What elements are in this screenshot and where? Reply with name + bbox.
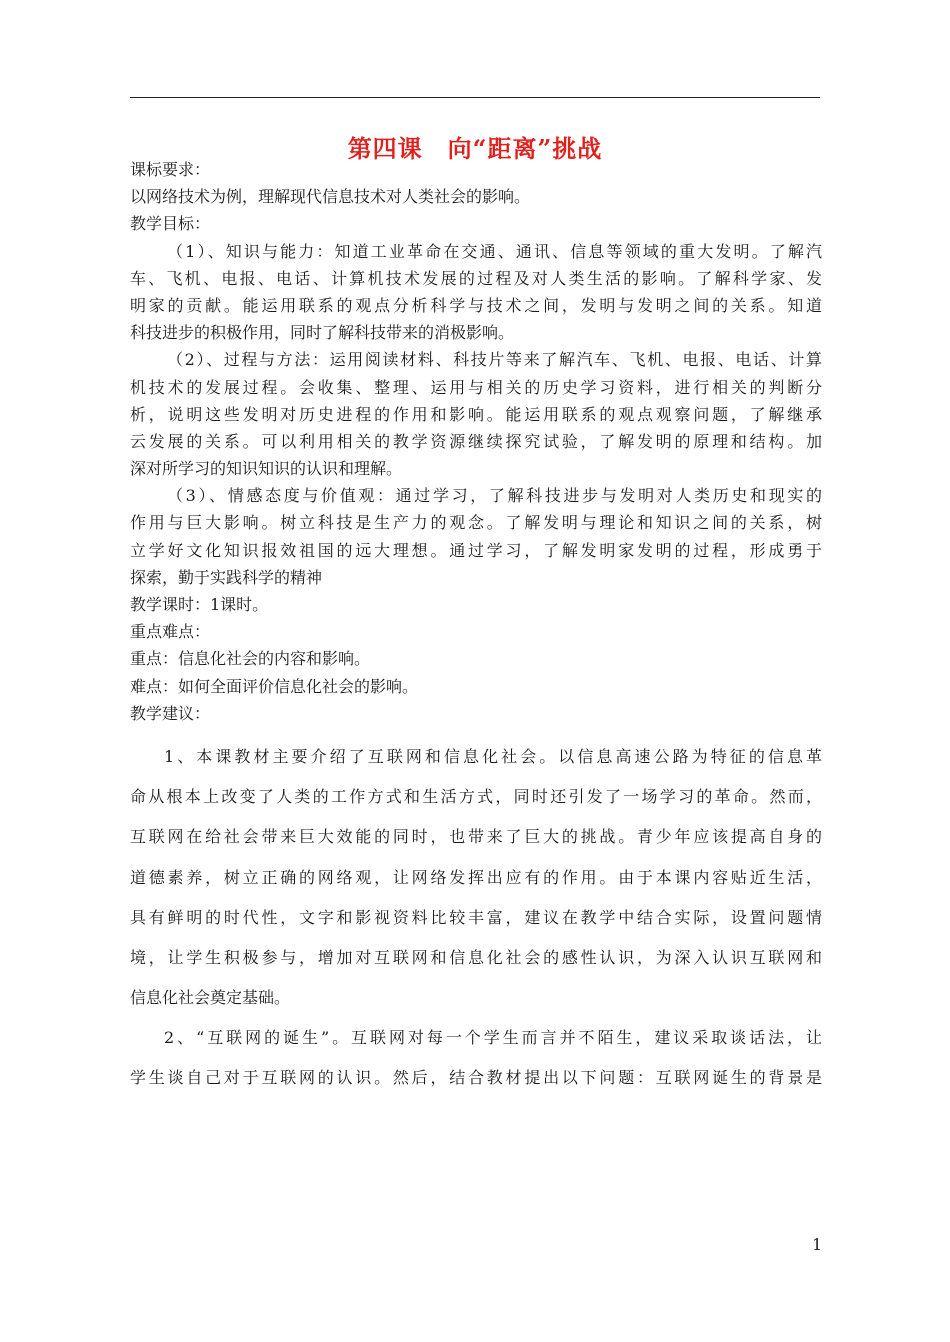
body-line: 难点：如何全面评价信息化社会的影响。	[130, 676, 419, 696]
body-line: 明家的贡献。能运用联系的观点分析科学与技术之间，发明与发明之间的关系。知道	[130, 295, 822, 315]
body-line: 互联网在给社会带来巨大效能的同时，也带来了巨大的挑战。青少年应该提高自身的	[130, 827, 822, 847]
body-line: 2、“互联网的诞生”。互联网对每一个学生而言并不陌生，建议采取谈话法，让	[164, 1028, 822, 1048]
body-line: 机技术的发展过程。会收集、整理、运用与相关的历史学习资料，进行相关的判断分	[130, 377, 822, 397]
body-line: 车、飞机、电报、电话、计算机技术发展的过程及对人类生活的影响。了解科学家、发	[130, 268, 822, 288]
page-number: 1	[812, 1235, 823, 1254]
body-line: 教学课时：1课时。	[130, 595, 269, 614]
document-body	[130, 156, 822, 1099]
body-line: 深对所学习的知识知识的认识和理解。	[130, 459, 403, 479]
body-line: 科技进步的积极作用，同时了解科技带来的消极影响。	[130, 323, 515, 343]
body-line: 具有鲜明的时代性，文字和影视资料比较丰富，建议在教学中结合实际，设置问题情	[130, 907, 822, 927]
header-rule	[130, 97, 820, 98]
body-line: 信息化社会奠定基础。	[130, 988, 291, 1008]
body-line: 1、本课教材主要介绍了互联网和信息化社会。以信息高速公路为特征的信息革	[164, 746, 822, 766]
body-line: （2）、过程与方法：运用阅读材料、科技片等来了解汽车、飞机、电报、电话、计算	[167, 350, 822, 370]
body-line: 以网络技术为例，理解现代信息技术对人类社会的影响。	[130, 187, 531, 207]
body-line: 课标要求：	[130, 160, 211, 179]
lesson-title: 第四课 向“距离”挑战	[347, 134, 603, 163]
body-line: 学生谈自己对于互联网的认识。然后，结合教材提出以下问题：互联网诞生的背景是	[130, 1068, 822, 1088]
body-line: 道德素养，树立正确的网络观，让网络发挥出应有的作用。由于本课内容贴近生活，	[130, 867, 822, 887]
body-line: 作用与巨大影响。树立科技是生产力的观念。了解发明与理论和知识之间的关系，树	[130, 513, 822, 533]
body-line: 探索，勤于实践科学的精神	[130, 567, 323, 587]
body-line: （1）、知识与能力：知道工业革命在交通、通讯、信息等领域的重大发明。了解汽	[167, 241, 822, 261]
body-line: 教学建议：	[130, 703, 211, 723]
body-line: 立学好文化知识报效祖国的远大理想。通过学习，了解发明家发明的过程，形成勇于	[130, 540, 822, 560]
body-line: 重点：信息化社会的内容和影响。	[130, 649, 371, 669]
body-line: （3）、情感态度与价值观：通过学习，了解科技进步与发明对人类历史和现实的	[167, 486, 822, 506]
body-line: 教学目标：	[130, 214, 211, 234]
body-line: 云发展的关系。可以利用相关的教学资源继续探究试验，了解发明的原理和结构。加	[130, 431, 822, 451]
body-line: 境，让学生积极参与，增加对互联网和信息化社会的感性认识，为深入认识互联网和	[130, 947, 822, 967]
body-line: 重点难点：	[130, 622, 211, 642]
body-line: 析，说明这些发明对历史进程的作用和影响。能运用联系的观点观察问题，了解继承	[130, 404, 822, 424]
body-line: 命从根本上改变了人类的工作方式和生活方式，同时还引发了一场学习的革命。然而，	[130, 787, 822, 807]
